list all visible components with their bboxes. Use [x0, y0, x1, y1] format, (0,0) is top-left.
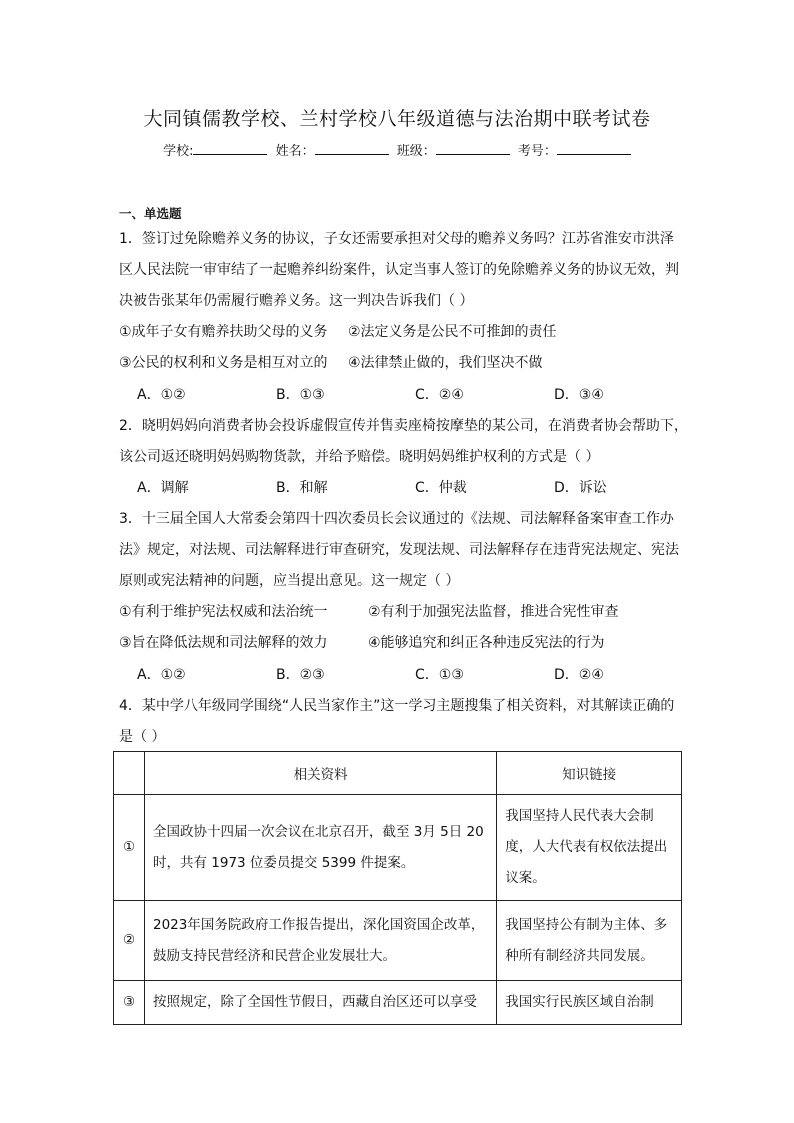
class-blank[interactable] [436, 142, 510, 155]
q3-statements-row-1 [119, 601, 619, 621]
row-knowledge: 我国实行民族区域自治制 [497, 981, 682, 1025]
q1-statement-2: ②法定义务是公民不可推卸的责任 [348, 324, 557, 340]
q1-statements-row-2 [119, 352, 543, 372]
table-row [114, 981, 682, 1025]
q3-option-b[interactable]: B．②③ [276, 667, 325, 683]
q1-statement-4: ④法律禁止做的，我们坚决不做 [348, 355, 543, 371]
exam-number-field[interactable] [518, 140, 631, 159]
school-field[interactable] [163, 140, 267, 159]
row-knowledge: 我国坚持人民代表大会制度，人大代表有权依法提出议案。 [497, 795, 682, 901]
row-material: 全国政协十四届一次会议在北京召开，截至 3月 5日 20时，共有 1973 位委员提交 5399 件提案。 [144, 795, 496, 901]
table-row [114, 901, 682, 981]
q2-option-a[interactable]: A．调解 [137, 480, 189, 496]
q2-options [137, 477, 693, 497]
school-blank[interactable] [193, 142, 267, 155]
q3-statement-4: ④能够追究和纠正各种违反宪法的行为 [368, 635, 605, 651]
q3-option-c[interactable]: C．①③ [415, 667, 464, 683]
class-label: 班级： [396, 144, 436, 159]
q4-reference-table [113, 751, 682, 1025]
name-blank[interactable] [315, 142, 389, 155]
q1-line-3: 决被告张某年仍需履行赡养义务。这一判决告诉我们（ ） [119, 293, 474, 309]
row-index: ③ [114, 981, 145, 1025]
exam-number-blank[interactable] [557, 142, 631, 155]
page-title: 大同镇儒教学校、兰村学校八年级道德与法治期中联考试卷 [143, 108, 651, 130]
q3-statement-3: ③旨在降低法规和司法解释的效力 [119, 635, 328, 651]
q1-statement-1: ①成年子女有赡养扶助父母的义务 [119, 324, 328, 340]
row-material: 2023年国务院政府工作报告提出，深化国资国企改革，鼓励支持民营经济和民营企业发展壮大。 [144, 901, 496, 981]
q1-statement-3: ③公民的权利和义务是相互对立的 [119, 355, 328, 371]
q3-option-a[interactable]: A．①② [137, 667, 186, 683]
table-header-row [114, 752, 682, 795]
q1-option-b[interactable]: B．①③ [276, 387, 325, 403]
q3-line-2: 法》规定，对法规、司法解释进行审查研究，发现法规、司法解释存在违背宪法规定、宪法 [119, 542, 679, 558]
table-header-knowledge: 知识链接 [497, 752, 682, 795]
section-heading: 一、单选题 [119, 206, 182, 221]
class-field[interactable] [397, 140, 510, 159]
exam-number-label: 考号： [517, 144, 557, 159]
q3-statements-row-2 [119, 632, 605, 652]
row-index: ② [114, 901, 145, 981]
q1-statements-row-1 [119, 321, 557, 341]
q2-option-c[interactable]: C．仲裁 [415, 480, 467, 496]
school-label: 学校: [163, 144, 194, 159]
q3-options [137, 664, 693, 684]
q3-option-d[interactable]: D．②④ [554, 667, 604, 683]
q4-line-1: 4．某中学八年级同学围绕“人民当家作主”这一学习主题搜集了相关资料，对其解读正确的 [119, 698, 675, 714]
q2-line-2: 该公司返还晓明妈妈购物货款，并给予赔偿。晓明妈妈维护权利的方式是（ ） [119, 449, 600, 465]
student-info-line [0, 140, 794, 159]
q1-options [137, 384, 693, 404]
row-knowledge: 我国坚持公有制为主体、多种所有制经济共同发展。 [497, 901, 682, 981]
q2-line-1: 2．晓明妈妈向消费者协会投诉虚假宣传并售卖座椅按摩垫的某公司，在消费者协会帮助下， [119, 418, 688, 434]
q3-statement-1: ①有利于维护宪法权威和法治统一 [119, 604, 328, 620]
row-index: ① [114, 795, 145, 901]
name-field[interactable] [276, 140, 389, 159]
q4-line-2: 是（ ） [119, 729, 166, 745]
q3-line-3: 原则或宪法精神的问题，应当提出意见。这一规定（ ） [119, 573, 460, 589]
q1-option-a[interactable]: A．①② [137, 387, 186, 403]
q1-option-c[interactable]: C．②④ [415, 387, 464, 403]
q2-option-b[interactable]: B．和解 [276, 480, 328, 496]
table-row [114, 795, 682, 901]
name-label: 姓名： [275, 144, 315, 159]
row-material: 按照规定，除了全国性节假日，西藏自治区还可以享受 [144, 981, 496, 1025]
q2-option-d[interactable]: D．诉讼 [554, 480, 607, 496]
table-header-index [114, 752, 145, 795]
q1-line-2: 区人民法院一审审结了一起赡养纠纷案件，认定当事人签订的免除赡养义务的协议无效，判 [119, 262, 679, 278]
q3-statement-2: ②有利于加强宪法监督，推进合宪性审查 [368, 604, 619, 620]
table-header-material: 相关资料 [144, 752, 496, 795]
q3-line-1: 3．十三届全国人大常委会第四十四次委员长会议通过的《法规、司法解释备案审查工作办 [119, 511, 674, 527]
q1-line-1: 1．签订过免除赡养义务的协议，子女还需要承担对父母的赡养义务吗？江苏省淮安市洪泽 [119, 231, 674, 247]
q1-option-d[interactable]: D．③④ [554, 387, 604, 403]
